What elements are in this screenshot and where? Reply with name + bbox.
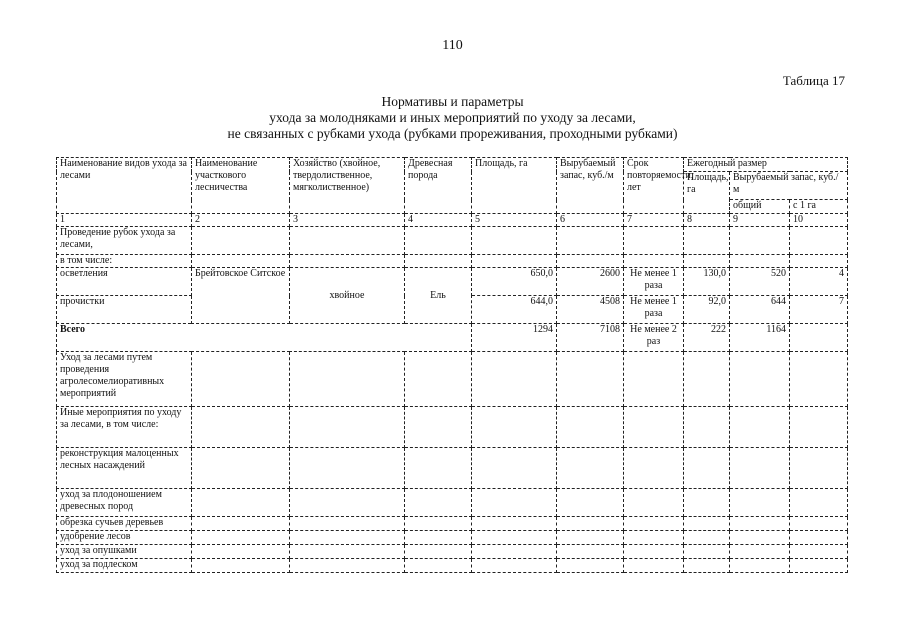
column-number: 2	[192, 214, 290, 227]
column-number: 6	[557, 214, 624, 227]
species-cell: Ель	[405, 268, 472, 324]
header-cell: Вырубаемый запас, куб./м	[557, 158, 624, 214]
row-label: в том числе:	[57, 255, 192, 268]
header-cell: Наименование участкового лесничества	[192, 158, 290, 214]
title-line-2: ухода за молодняками и иных мероприятий по уходу за лесами,	[269, 110, 636, 125]
row-label: Уход за лесами путем проведения агролесомелиоративных мероприятий	[57, 352, 192, 407]
page-number: 110	[442, 38, 463, 53]
annual-per-ha-cell: 4	[790, 268, 848, 296]
norms-table	[56, 157, 848, 573]
row-label: уход за подлеском	[57, 559, 192, 573]
table-label: Таблица 17	[782, 73, 845, 88]
row-label: уход за опушками	[57, 545, 192, 559]
header-cell: Площадь, га	[472, 158, 557, 214]
area-cell: 644,0	[472, 296, 557, 324]
row-label: обрезка сучьев деревьев	[57, 517, 192, 531]
header-cell: Срок повторяемости, лет	[624, 158, 684, 214]
header-cell: Ежегодный размер	[684, 158, 848, 172]
economy-cell: хвойное	[290, 268, 405, 324]
column-number: 5	[472, 214, 557, 227]
row-label: удобрение лесов	[57, 531, 192, 545]
annual-area-cell: 130,0	[684, 268, 730, 296]
title-line-1: Нормативы и параметры	[381, 94, 524, 109]
total-label: Всего	[57, 324, 472, 352]
header-cell: Наименование видов ухода за лесами	[57, 158, 192, 214]
total-annual-total-cell: 1164	[730, 324, 790, 352]
annual-area-cell: 92,0	[684, 296, 730, 324]
period-cell: Не менее 1 раза	[624, 268, 684, 296]
annual-total-cell: 520	[730, 268, 790, 296]
area-cell: 650,0	[472, 268, 557, 296]
annual-total-cell: 644	[730, 296, 790, 324]
total-annual-area-cell: 222	[684, 324, 730, 352]
total-area-cell: 1294	[472, 324, 557, 352]
column-number: 4	[405, 214, 472, 227]
total-volume-cell: 7108	[557, 324, 624, 352]
row-label: Проведение рубок ухода за лесами,	[57, 227, 192, 255]
row-label: прочистки	[57, 296, 192, 324]
header-cell: с 1 га	[790, 200, 848, 214]
header-cell: общий	[730, 200, 790, 214]
column-number: 9	[730, 214, 790, 227]
table-title	[0, 94, 905, 142]
column-number: 7	[624, 214, 684, 227]
row-label: осветления	[57, 268, 192, 296]
column-number: 10	[790, 214, 848, 227]
header-cell: Древесная порода	[405, 158, 472, 214]
annual-per-ha-cell: 7	[790, 296, 848, 324]
total-period-cell: Не менее 2 раз	[624, 324, 684, 352]
row-label: уход за плодоношением древесных пород	[57, 489, 192, 517]
row-label: Иные мероприятия по уходу за лесами, в том числе:	[57, 407, 192, 448]
header-cell: Вырубаемый запас, куб./м	[730, 172, 848, 200]
period-cell: Не менее 1 раза	[624, 296, 684, 324]
header-cell: Площадь, га	[684, 172, 730, 214]
row-label: реконструкция малоценных лесных насаждений	[57, 448, 192, 489]
title-line-3: не связанных с рубками ухода (рубками прореживания, проходными рубками)	[227, 126, 678, 141]
volume-cell: 2600	[557, 268, 624, 296]
header-cell: Хозяйство (хвойное, твердолиственное, мягколиственное)	[290, 158, 405, 214]
column-number: 3	[290, 214, 405, 227]
column-number: 1	[57, 214, 192, 227]
column-number: 8	[684, 214, 730, 227]
forestry-cell: Брейтовское Ситское	[192, 268, 290, 324]
volume-cell: 4508	[557, 296, 624, 324]
